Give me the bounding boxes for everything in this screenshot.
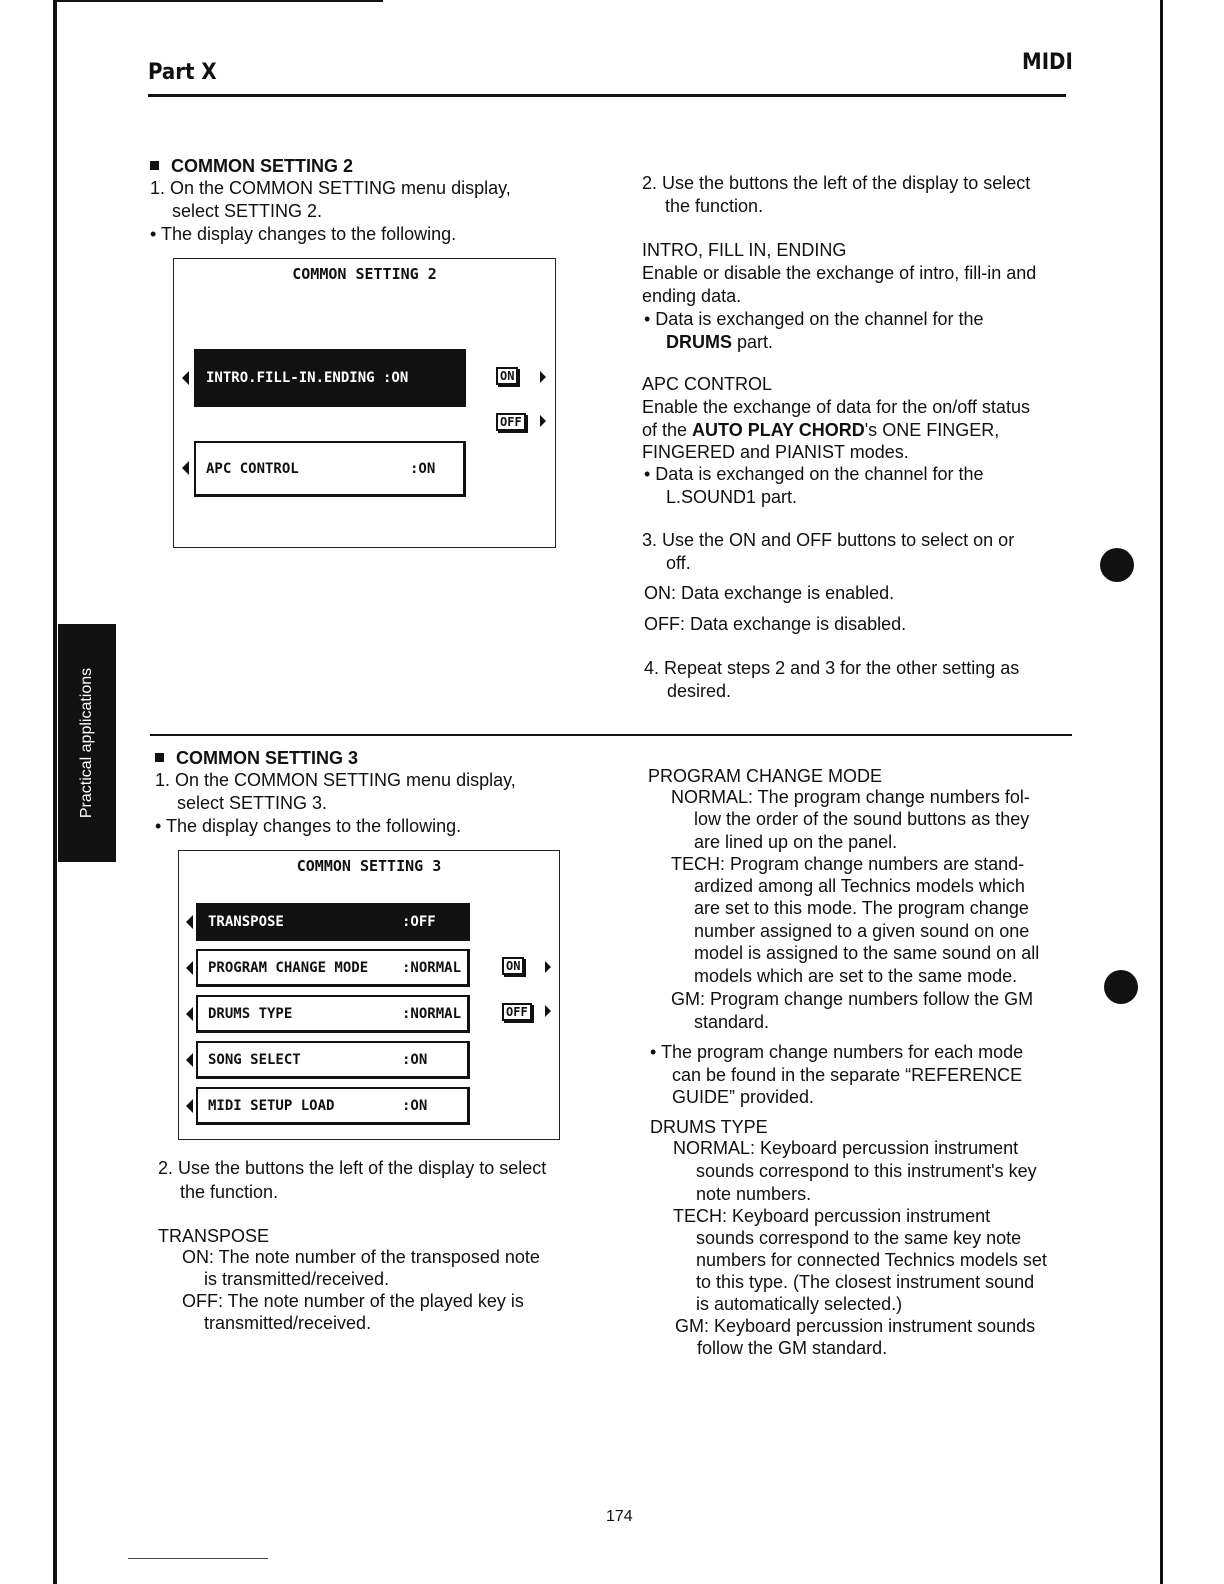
drums-tech-3: numbers for connected Technics models set — [696, 1250, 1047, 1270]
intro-heading: INTRO, FILL IN, ENDING — [642, 240, 847, 260]
cs3-item-program-change-label: PROGRAM CHANGE MODE — [208, 959, 369, 976]
right-triangle-icon — [540, 415, 546, 427]
side-tab — [58, 624, 116, 862]
cs2-step2a: 2. Use the buttons the left of the display to select — [642, 173, 1031, 193]
cs3-item-drums-type-label: DRUMS TYPE — [208, 1005, 293, 1022]
apc-desc2 — [642, 419, 999, 442]
cs3-item-transpose[interactable] — [196, 903, 470, 941]
cs2-heading-text: COMMON SETTING 2 — [171, 156, 354, 176]
intro-bullet2 — [666, 331, 773, 354]
intro-desc2: ending data. — [642, 286, 742, 306]
select-arrow-icon[interactable] — [186, 1007, 193, 1021]
page-number: 174 — [606, 1508, 633, 1525]
right-page-edge — [1160, 0, 1163, 1584]
cs3-item-program-change-value: :NORMAL — [402, 959, 462, 976]
cs2-item-apc[interactable] — [194, 441, 466, 497]
select-arrow-icon[interactable] — [186, 1099, 193, 1113]
pcm-tech-5: model is assigned to the same sound on all — [694, 943, 1040, 963]
select-arrow-icon[interactable] — [182, 371, 189, 385]
cs3-item-midi-setup-load-label: MIDI SETUP LOAD — [208, 1097, 335, 1114]
square-bullet-icon — [155, 753, 164, 762]
apc-desc3: FINGERED and PIANIST modes. — [642, 442, 909, 462]
drums-normal-3: note numbers. — [696, 1184, 812, 1204]
transpose-on1: ON: The note number of the transposed note — [182, 1247, 540, 1267]
cs3-item-midi-setup-load[interactable] — [196, 1087, 470, 1125]
apc-desc2-post: 's ONE FINGER, — [864, 420, 1000, 440]
cs2-on-button[interactable]: ON — [496, 367, 518, 385]
left-page-edge — [53, 0, 57, 1584]
apc-bullet2: L.SOUND1 part. — [666, 487, 798, 507]
pcm-gm-1: GM: Program change numbers follow the GM — [671, 989, 1034, 1009]
intro-desc1: Enable or disable the exchange of intro, fill-in and — [642, 263, 1037, 283]
transpose-on2: is transmitted/received. — [204, 1269, 390, 1289]
cs2-item-intro-label: INTRO.FILL-IN.ENDING :ON — [206, 369, 409, 386]
drums-tech-1: TECH: Keyboard percussion instrument — [673, 1206, 991, 1226]
cs2-heading — [150, 156, 353, 177]
drums-tech-4: to this type. (The closest instrument sound — [696, 1272, 1035, 1292]
pcm-tech-6: models which are set to the same mode. — [694, 966, 1018, 986]
part-title: Part X — [148, 60, 217, 85]
cs3-heading — [155, 748, 358, 769]
drums-tech-5: is automatically selected.) — [696, 1294, 903, 1314]
header-rule — [148, 94, 1066, 97]
pcm-bullet-1: • The program change numbers for each mode — [650, 1042, 1024, 1062]
right-triangle-icon — [545, 1005, 551, 1017]
drums-normal-1: NORMAL: Keyboard percussion instrument — [673, 1138, 1019, 1158]
apc-desc2-pre: of the — [642, 420, 693, 440]
cs3-step1b: select SETTING 3. — [177, 793, 328, 813]
cs2-step3b: off. — [666, 553, 691, 573]
drums-normal-2: sounds correspond to this instrument's key — [696, 1161, 1037, 1181]
cs2-on-line: ON: Data exchange is enabled. — [644, 583, 895, 603]
drums-heading: DRUMS TYPE — [650, 1117, 768, 1137]
cs3-item-song-select[interactable] — [196, 1041, 470, 1079]
pcm-normal-2: low the order of the sound buttons as they — [694, 809, 1030, 829]
cs3-display — [178, 850, 560, 1140]
cs2-display-title: COMMON SETTING 2 — [292, 265, 437, 283]
cs3-display-title: COMMON SETTING 3 — [296, 857, 442, 875]
margin-dot-1 — [1100, 548, 1134, 582]
pcm-heading: PROGRAM CHANGE MODE — [648, 766, 883, 786]
cs2-step1a: 1. On the COMMON SETTING menu display, — [150, 178, 511, 198]
pcm-normal-3: are lined up on the panel. — [694, 832, 898, 852]
cs2-step1b: select SETTING 2. — [172, 201, 323, 221]
cs3-step2a: 2. Use the buttons the left of the display to select — [158, 1158, 547, 1178]
pcm-normal-1: NORMAL: The program change numbers fol- — [671, 787, 1030, 807]
cs2-item-apc-label: APC CONTROL — [206, 460, 299, 477]
apc-heading: APC CONTROL — [642, 374, 773, 394]
top-page-edge — [53, 0, 383, 2]
cs2-display — [173, 258, 556, 548]
drums-gm-2: follow the GM standard. — [697, 1338, 888, 1358]
pcm-bullet-2: can be found in the separate “REFERENCE — [672, 1065, 1023, 1085]
cs2-step4a: 4. Repeat steps 2 and 3 for the other setting as — [644, 658, 1020, 678]
intro-bullet2-rest: part. — [732, 332, 774, 352]
cs3-step1a: 1. On the COMMON SETTING menu display, — [155, 770, 516, 790]
pcm-tech-3: are set to this mode. The program change — [694, 898, 1029, 918]
right-triangle-icon — [545, 961, 551, 973]
section-divider — [150, 734, 1072, 736]
select-arrow-icon[interactable] — [186, 1053, 193, 1067]
right-triangle-icon — [540, 371, 546, 383]
cs2-step2b: the function. — [665, 196, 764, 216]
transpose-heading: TRANSPOSE — [158, 1226, 270, 1246]
cs2-off-line: OFF: Data exchange is disabled. — [644, 614, 907, 634]
cs2-step3a: 3. Use the ON and OFF buttons to select on or — [642, 530, 1015, 550]
margin-dot-2 — [1104, 970, 1138, 1004]
cs3-item-song-select-label: SONG SELECT — [208, 1051, 301, 1068]
cs3-item-drums-type[interactable] — [196, 995, 470, 1033]
cs3-on-button[interactable]: ON — [502, 957, 524, 975]
pcm-bullet-3: GUIDE” provided. — [672, 1087, 815, 1107]
cs2-step4b: desired. — [667, 681, 732, 701]
drums-gm-1: GM: Keyboard percussion instrument sounds — [675, 1316, 1036, 1336]
select-arrow-icon[interactable] — [186, 961, 193, 975]
intro-bullet1: • Data is exchanged on the channel for the — [644, 309, 984, 329]
cs3-step2b: the function. — [180, 1182, 279, 1202]
pcm-tech-4: number assigned to a given sound on one — [694, 921, 1030, 941]
cs3-item-program-change[interactable] — [196, 949, 470, 987]
section-title: MIDI — [1022, 50, 1073, 75]
cs3-heading-text: COMMON SETTING 3 — [176, 748, 359, 768]
cs2-off-button[interactable]: OFF — [496, 413, 526, 431]
square-bullet-icon — [150, 161, 159, 170]
cs3-item-song-select-value: :ON — [402, 1051, 428, 1068]
cs3-bullet: • The display changes to the following. — [155, 816, 462, 836]
pcm-tech-1: TECH: Program change numbers are stand- — [671, 854, 1025, 874]
pcm-tech-2: ardized among all Technics models which — [694, 876, 1025, 896]
transpose-off2: transmitted/received. — [204, 1313, 372, 1333]
transpose-off1: OFF: The note number of the played key is — [182, 1291, 524, 1311]
pcm-gm-2: standard. — [694, 1012, 770, 1032]
cs2-item-apc-value: :ON — [410, 460, 436, 477]
cs2-item-intro[interactable] — [194, 349, 466, 407]
select-arrow-icon[interactable] — [186, 915, 193, 929]
apc-bullet1: • Data is exchanged on the channel for the — [644, 464, 984, 484]
cs2-bullet: • The display changes to the following. — [150, 224, 457, 244]
side-tab-label: Practical applications — [78, 667, 95, 819]
cs3-item-drums-type-value: :NORMAL — [402, 1005, 462, 1022]
footer-rule — [128, 1558, 268, 1559]
cs3-off-button[interactable]: OFF — [502, 1003, 532, 1021]
cs3-item-transpose-label: TRANSPOSE — [208, 913, 284, 930]
cs3-item-midi-setup-load-value: :ON — [402, 1097, 428, 1114]
apc-desc1: Enable the exchange of data for the on/off status — [642, 397, 1030, 417]
select-arrow-icon[interactable] — [182, 461, 189, 475]
drums-bold: DRUMS — [666, 332, 732, 352]
cs3-item-transpose-value: :OFF — [402, 913, 436, 930]
drums-tech-2: sounds correspond to the same key note — [696, 1228, 1022, 1248]
apc-desc2-bold: AUTO PLAY CHORD — [692, 420, 865, 440]
